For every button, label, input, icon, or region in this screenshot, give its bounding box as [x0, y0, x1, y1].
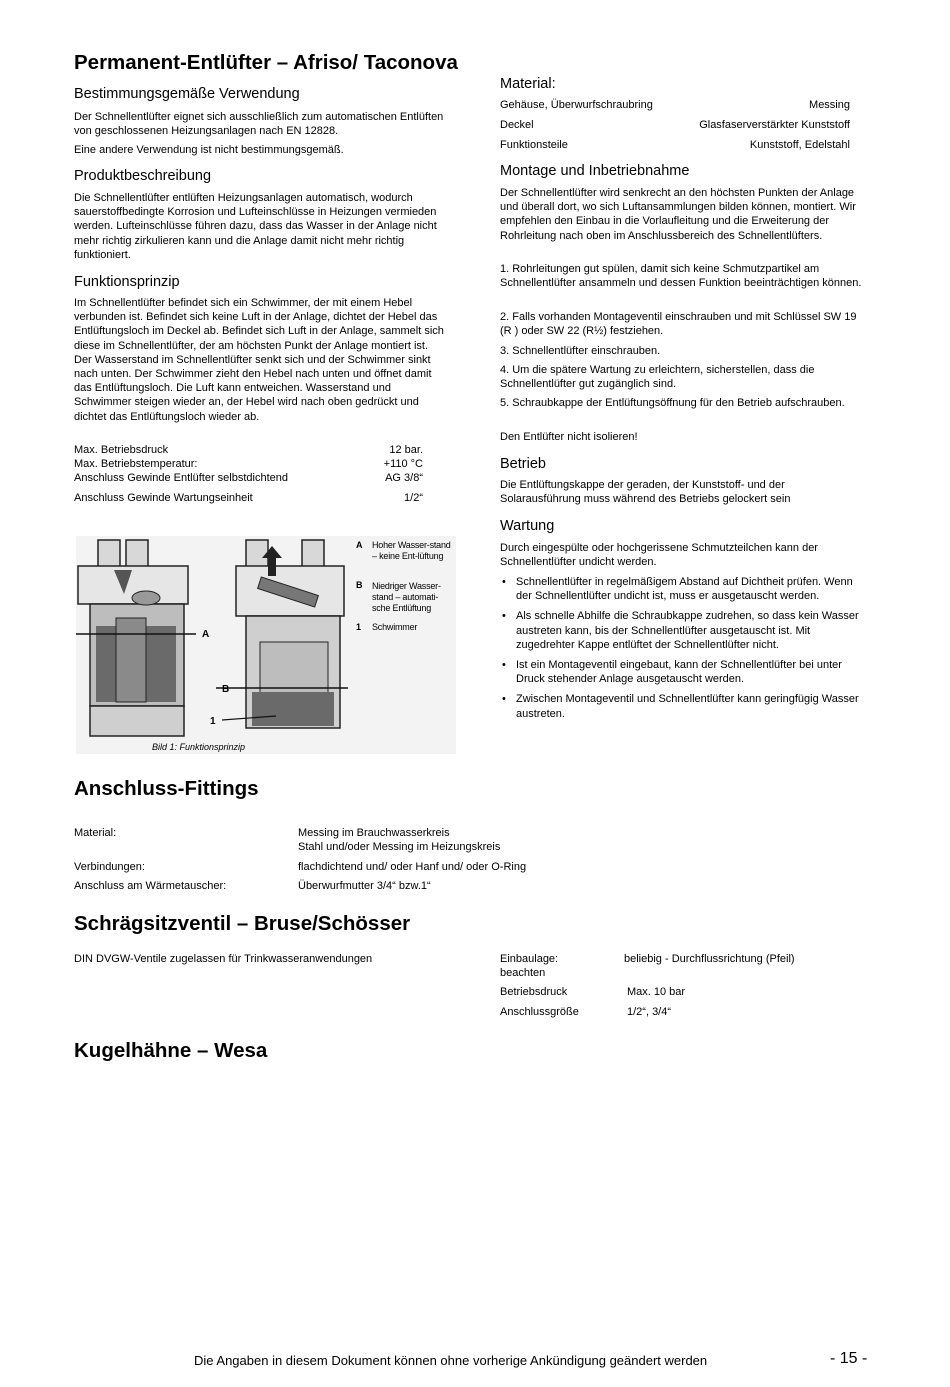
fittings-value-verbindungen: flachdichtend und/ oder Hanf und/ oder O-Ring: [298, 861, 527, 873]
heading-material: Material:: [500, 76, 556, 92]
footer-disclaimer: Die Angaben in diesem Dokument können ohne vorherige Ankündigung geändert werden: [194, 1353, 708, 1368]
ventil-label-groesse: Anschlussgröße: [500, 1006, 579, 1018]
legend-text-b: Niedriger Wasser-stand – automati-sche Entlüftung: [372, 581, 441, 613]
paragraph-montage: Der Schnellentlüfter wird senkrecht an den höchsten Punkten der Anlage und überall dort, wo sich Luftansammlungen bilden können, montiert. Wir empfehlen den Einbau in die Vorlaufleitung und die Erweiterung der Rohrleitung nach oben im Anschlussbereich des Schnellentlüfters.: [500, 187, 856, 242]
paragraph-verwendung: Der Schnellentlüfter eignet sich ausschließlich zum automatischen Entlüften von geschlossenen Heizungsanlagen nach EN 12828.: [74, 111, 444, 138]
material-list: [500, 98, 850, 152]
legend-key-b: B: [356, 580, 363, 590]
montage-step-3: 3. Schnellentlüfter einschrauben.: [500, 345, 661, 357]
heading-funktionsprinzip: Funktionsprinzip: [74, 274, 180, 290]
ventil-value-einbau-2: beachten: [500, 967, 546, 979]
heading-verwendung: Bestimmungsgemäße Verwendung: [74, 86, 300, 102]
figure-caption: Bild 1: Funktionsprinzip: [152, 742, 246, 752]
montage-step-1: 1. Rohrleitungen gut spülen, damit sich keine Schmutzpartikel am Schnellentlüfter ansammeln und dessen Funktion beeinträchtigen können.: [500, 263, 862, 290]
fittings-label-material: Material:: [74, 827, 117, 839]
section-title-ventil: Schrägsitzventil – Bruse/Schösser: [74, 912, 411, 935]
material-row: Funktionsteile Kunststoff, Edelstahl: [500, 139, 850, 151]
ventil-value-druck: Max. 10 bar: [627, 986, 686, 998]
wartung-bullet-list: [500, 575, 862, 727]
list-item: • Ist ein Montageventil eingebaut, kann der Schnellentlüfter bei unter Druck stehender Anlage ausgetauscht werden.: [516, 658, 862, 686]
fittings-value-material-2: Stahl und/oder Messing im Heizungskreis: [298, 841, 501, 853]
ventil-value-einbau: beliebig - Durchflussrichtung (Pfeil): [624, 953, 795, 965]
paragraph-produktbeschreibung: Die Schnellentlüfter entlüften Heizungsanlagen automatisch, wodurch sauerstoffbedingte Korrosion und Lufteinschlüsse in Heizungen vermieden werden. Lufteinschlüsse führen dazu, dass das Wasser in der Anlage nicht mehr richtig zirkulieren kann und die Anlage damit nicht mehr richtig funktioniert.: [74, 192, 437, 261]
heading-wartung: Wartung: [500, 518, 555, 534]
paragraph-betrieb: Die Entlüftungskappe der geraden, der Kunststoff- und der Solarausführung muss während des Betriebs gelockert sein: [500, 479, 791, 506]
section-title-fittings: Anschluss-Fittings: [74, 777, 259, 800]
paragraph-funktionsprinzip: Im Schnellentlüfter befindet sich ein Schwimmer, der mit einem Hebel verbunden ist. Befindet sich keine Luft in der Anlage, dichtet der Hebel das Entlüftungsloch im Deckel ab. Befindet sich Luft in der Anlage, sammelt sich diese im Schnellentlüfter, der am höchsten Punkt der Anlage montiert ist. Der Wasserstand im Schnellentlüfter senkt sich und der Schwimmer sinkt nach unten. Der Schwimmer zieht den Hebel nach unten und öffnet damit das Entlüftungsloch. Die Luft kann entweichen. Wasserstand und Schwimmer steigen wieder an, der Hebel wird nach oben gedrückt und dichtet das Entlüftungsloch wieder ab.: [74, 297, 444, 423]
legend-key-a: A: [356, 540, 363, 550]
heading-montage: Montage und Inbetriebnahme: [500, 163, 690, 179]
fittings-label-anschluss: Anschluss am Wärmetauscher:: [74, 880, 227, 892]
list-item: • Als schnelle Abhilfe die Schraubkappe zudrehen, so dass kein Wasser austreten kann, bis der Schnellentlüfter ausgetauscht ist. Mit zugedrehter Kappe entlüftet der Schnellentlüfter nicht.: [516, 609, 862, 652]
legend-key-1: 1: [356, 622, 362, 632]
spec-row: Max. Betriebstemperatur: +110 °C: [74, 458, 423, 470]
montage-step-5: 5. Schraubkappe der Entlüftungsöffnung für den Betrieb aufschrauben.: [500, 397, 845, 409]
fittings-value-material: Messing im Brauchwasserkreis: [298, 827, 450, 839]
vent-high-water: [76, 540, 196, 736]
diagram-label-1: 1: [210, 716, 216, 727]
page-number: - 15 -: [830, 1350, 868, 1367]
material-row: Gehäuse, Überwurfschraubring Messing: [500, 99, 850, 111]
spec-row: Anschluss Gewinde Entlüfter selbstdichtend AG 3/8“: [74, 472, 423, 484]
ventil-label-einbau: Einbaulage:: [500, 953, 559, 965]
fittings-value-anschluss: Überwurfmutter 3/4“ bzw.1“: [298, 880, 431, 892]
paragraph-wartung: Durch eingespülte oder hochgerissene Schmutzteilchen kann der Schnellentlüfter undicht werden.: [500, 542, 818, 569]
diagram-label-b: B: [222, 684, 230, 695]
ventil-label-druck: Betriebsdruck: [500, 986, 568, 998]
fittings-label-verbindungen: Verbindungen:: [74, 861, 145, 873]
figure-funktionsprinzip: [76, 536, 456, 754]
ventil-value-groesse: 1/2“, 3/4“: [627, 1006, 672, 1018]
ventil-description: DIN DVGW-Ventile zugelassen für Trinkwasseranwendungen: [74, 953, 373, 965]
heading-produktbeschreibung: Produktbeschreibung: [74, 168, 212, 184]
montage-step-4: 4. Um die spätere Wartung zu erleichtern, sicherstellen, dass die Schnellentlüfter gut zugänglich sind.: [500, 364, 815, 391]
paragraph-verwendung-2: Eine andere Verwendung ist nicht bestimmungsgemäß.: [74, 144, 344, 156]
heading-betrieb: Betrieb: [500, 456, 546, 472]
legend-text-a: Hoher Wasser-stand – keine Ent-lüftung: [372, 540, 451, 561]
diagram-vent-cross-section: [76, 536, 456, 754]
list-item: • Schnellentlüfter in regelmäßigem Abstand auf Dichtheit prüfen. Wenn der Schnellentlüfter undicht ist, muss er ausgetauscht werden.: [516, 575, 862, 603]
diagram-label-a: A: [202, 629, 210, 640]
spec-row: Max. Betriebsdruck 12 bar.: [74, 444, 423, 456]
montage-step-2: 2. Falls vorhanden Montageventil einschrauben und mit Schlüssel SW 19 (R ) oder SW 22 (R½) festziehen.: [500, 311, 857, 338]
section-title-entluefter: Permanent-Entlüfter – Afriso/ Taconova: [74, 51, 458, 74]
section-title-kugelhaehne: Kugelhähne – Wesa: [74, 1039, 268, 1062]
list-item: • Zwischen Montageventil und Schnellentlüfter kann geringfügig Wasser austreten.: [516, 692, 862, 720]
montage-note: Den Entlüfter nicht isolieren!: [500, 431, 638, 443]
material-row: Deckel Glasfaserverstärkter Kunststoff: [500, 119, 850, 131]
legend-text-1: Schwimmer: [372, 622, 418, 632]
spec-row: Anschluss Gewinde Wartungseinheit 1/2“: [74, 492, 423, 504]
spec-list: [74, 443, 423, 505]
